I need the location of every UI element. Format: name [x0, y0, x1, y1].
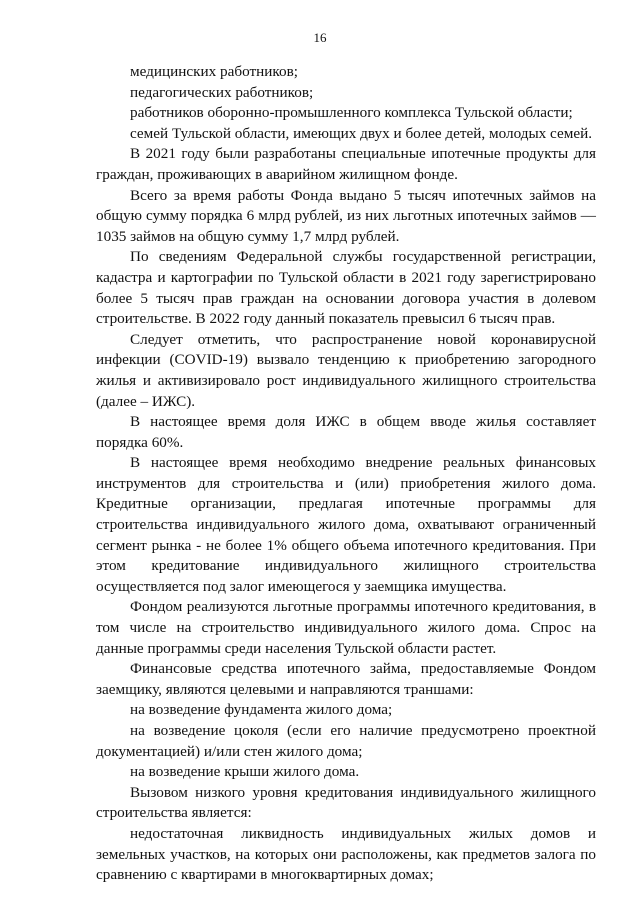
list-item: медицинских работников; [130, 63, 298, 80]
list-item: на возведение крыши жилого дома. [130, 763, 360, 781]
list-item: на возведение фундамента жилого дома; [130, 701, 393, 719]
paragraph: Всего за время работы Фонда выдано 5 тысяч ипотечных займов на общую сумму порядка 6 млрд рублей, из них льготных ипотечных займов — 1035 займов на общую сумму 1,7 млрд рублей. [96, 186, 596, 245]
list-item: недостаточная ликвидность индивидуальных жилых домов и земельных участков, на которых они расположены, как предметов залога по сравнению с квартирами в многоквартирных домах; [96, 824, 596, 884]
paragraph: Фондом реализуются льготные программы ипотечного кредитования, в том числе на строительство индивидуального жилого дома. Спрос на данные программы среди населения Тульской области растет. [96, 598, 596, 657]
paragraph: В настоящее время доля ИЖС в общем вводе жилья составляет порядка 60%. [96, 413, 596, 451]
paragraph: В 2021 году были разработаны специальные ипотечные продукты для граждан, проживающих в аварийном жилищном фонде. [96, 145, 596, 183]
page-number: 16 [313, 30, 327, 45]
paragraph: В настоящее время необходимо внедрение реальных финансовых инструментов для строительства и (или) приобретения жилого дома. Кредитные организации, предлагая ипотечные программы для строительства индивидуального жилого дома, охватывают ограниченный сегмент рынка - не более 1% общего объема ипотечного кредитования. При этом кредитование индивидуального жилищного строительства осуществляется под залог имеющегося у заемщика имущества. [96, 454, 596, 595]
list-item: семей Тульской области, имеющих двух и более детей, молодых семей. [130, 124, 592, 142]
paragraph: Вызовом низкого уровня кредитования индивидуального жилищного строительства является: [96, 783, 596, 822]
paragraph: Следует отметить, что распространение новой коронавирусной инфекции (COVID-19) вызвало тенденцию к приобретению загородного жилья и активизировало рост индивидуального жилищного строительства (далее – ИЖС). [96, 330, 596, 410]
list-item: на возведение цоколя (если его наличие предусмотрено проектной документацией) и/или стен жилого дома; [96, 722, 596, 760]
document-body [96, 62, 596, 886]
paragraph: По сведениям Федеральной службы государственной регистрации, кадастра и картографии по Тульской области в 2021 году зарегистрировано более 5 тысяч прав граждан на основании договора участия в долевом строительстве. В 2022 году данный показатель превысил 6 тысяч прав. [96, 248, 596, 328]
list-item: работников оборонно-промышленного комплекса Тульской области; [130, 104, 573, 122]
list-item: педагогических работников; [130, 83, 314, 101]
paragraph: Финансовые средства ипотечного займа, предоставляемые Фондом заемщику, являются целевыми и направляются траншами: [96, 660, 596, 698]
